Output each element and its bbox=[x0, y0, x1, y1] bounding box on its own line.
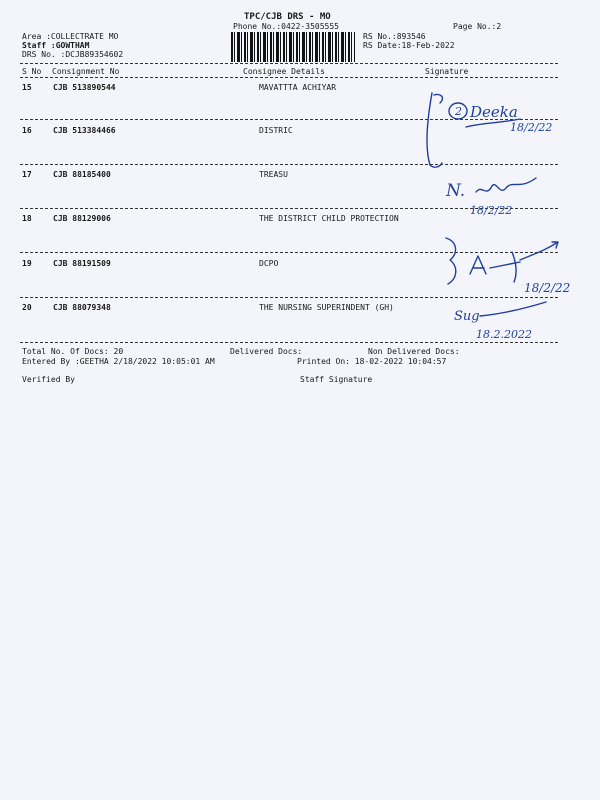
rs-number: RS No.:893546 bbox=[363, 32, 426, 41]
row-consignee: DCPO bbox=[259, 259, 279, 268]
verified-by: Verified By bbox=[22, 375, 75, 384]
row-sno: 19 bbox=[22, 259, 32, 268]
signature-2-date: 18/2/22 bbox=[470, 204, 513, 217]
signature-1-number: 2 bbox=[455, 105, 462, 118]
signature-1-name: Deeka bbox=[470, 103, 518, 121]
header-divider bbox=[20, 63, 558, 64]
entered-by: Entered By :GEETHA 2/18/2022 10:05:01 AM bbox=[22, 357, 215, 366]
row-sno: 17 bbox=[22, 170, 32, 179]
signature-2-name: N. bbox=[446, 181, 466, 201]
non-delivered-docs: Non Delivered Docs: bbox=[368, 347, 460, 356]
phone-number: Phone No.:0422-3505555 bbox=[233, 22, 339, 31]
document-title: TPC/CJB DRS - MO bbox=[244, 12, 331, 22]
row-sno: 20 bbox=[22, 303, 32, 312]
signature-1-date: 18/2/22 bbox=[510, 121, 553, 134]
column-header-divider bbox=[20, 77, 558, 78]
page-number: Page No.:2 bbox=[453, 22, 502, 31]
column-header-consignee: Consignee Details bbox=[243, 67, 325, 76]
column-header-sno: S No bbox=[22, 67, 42, 76]
row-sno: 18 bbox=[22, 214, 32, 223]
barcode bbox=[231, 32, 355, 62]
rs-date: RS Date:18-Feb-2022 bbox=[363, 41, 455, 50]
signature-3-date: 18/2/22 bbox=[524, 281, 571, 295]
handwritten-signature-1 bbox=[410, 85, 560, 175]
area-field: Area :COLLECTRATE MO bbox=[22, 32, 119, 41]
row-consignee: TREASU bbox=[259, 170, 288, 179]
staff-signature-label: Staff Signature bbox=[300, 375, 373, 384]
staff-field bbox=[22, 41, 89, 50]
row-consignee: DISTRIC bbox=[259, 126, 293, 135]
row-consignee: THE DISTRICT CHILD PROTECTION bbox=[259, 214, 399, 223]
handwritten-signature-2 bbox=[440, 168, 560, 218]
row-consignment: CJB 88185400 bbox=[53, 170, 111, 179]
handwritten-signature-3 bbox=[440, 232, 590, 300]
handwritten-signature-4 bbox=[450, 298, 560, 346]
row-sno: 15 bbox=[22, 83, 32, 92]
row-consignment: CJB 88191509 bbox=[53, 259, 111, 268]
row-consignee: THE NURSING SUPERINDENT (GH) bbox=[259, 303, 394, 312]
staff-label: Staff : bbox=[22, 41, 56, 50]
signature-4-date: 18.2.2022 bbox=[476, 328, 532, 341]
column-header-signature: Signature bbox=[425, 67, 469, 76]
row-consignment: CJB 88079348 bbox=[53, 303, 111, 312]
total-docs: Total No. Of Docs: 20 bbox=[22, 347, 124, 356]
row-consignee: MAVATTTA ACHIYAR bbox=[259, 83, 337, 92]
signature-4-name: Sug bbox=[454, 309, 480, 324]
printed-on: Printed On: 18-02-2022 10:04:57 bbox=[297, 357, 447, 366]
drs-number: DRS No. :DCJB89354602 bbox=[22, 50, 124, 59]
row-consignment: CJB 513890544 bbox=[53, 83, 116, 92]
row-sno: 16 bbox=[22, 126, 32, 135]
staff-name: GOWTHAM bbox=[55, 41, 90, 50]
row-consignment: CJB 513384466 bbox=[53, 126, 116, 135]
column-header-consignment: Consignment No bbox=[52, 67, 120, 76]
row-consignment: CJB 88129006 bbox=[53, 214, 111, 223]
delivered-docs: Delivered Docs: bbox=[230, 347, 303, 356]
